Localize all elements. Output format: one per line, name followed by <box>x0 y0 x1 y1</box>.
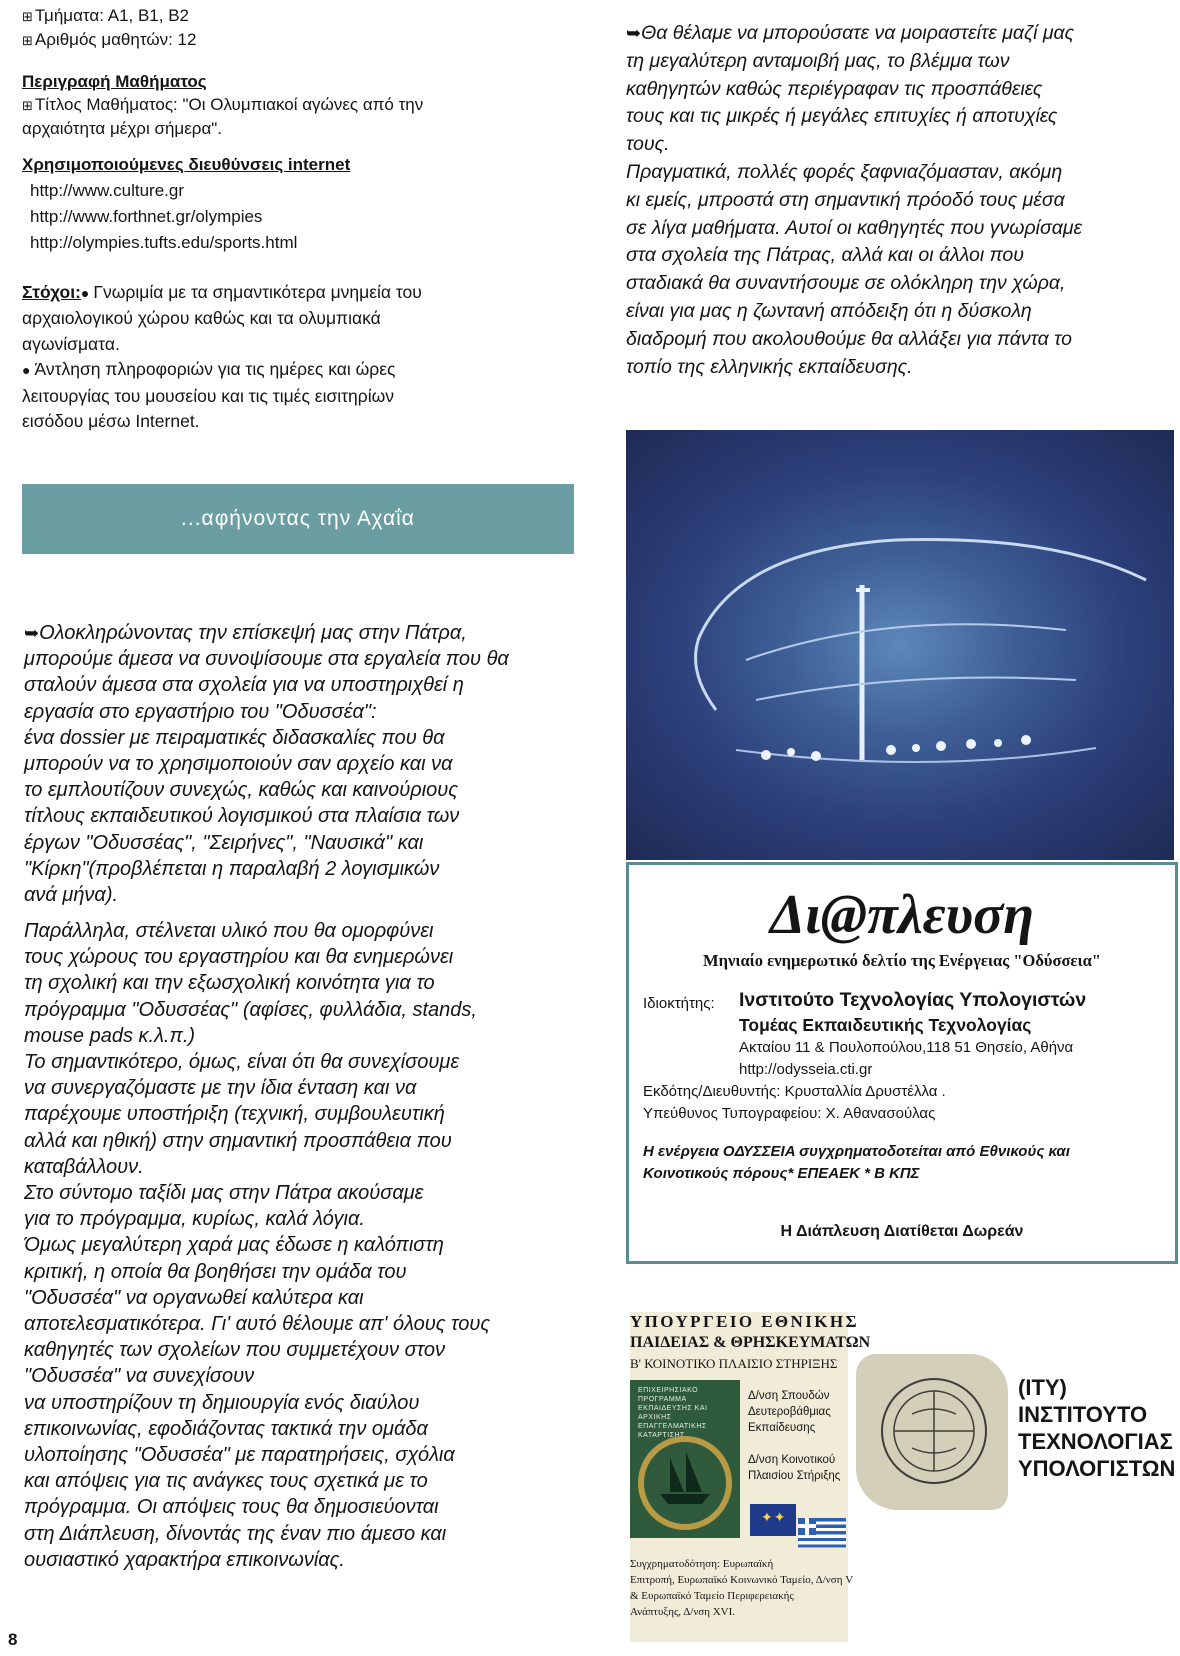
article-line: τους. <box>626 133 670 156</box>
cofund-line: Συγχρηματοδότηση: Ευρωπαϊκή <box>630 1558 774 1570</box>
newsletter-subtitle: Μηνιαίο ενημερωτικό δελτίο της Ενέργειας "Οδύσσεια" <box>703 951 1101 970</box>
article-line: Πραγματικά, πολλές φορές ξαφνιαζόμασταν, ακόμη <box>626 160 1063 183</box>
article-line: το εμπλουτίζουν συνεχώς, καθώς και καινούριους <box>24 779 459 802</box>
article-line: σταλούν άμεσα στα σχολεία για να υποστηριχθεί η <box>24 674 464 697</box>
ministry-line3: Β' ΚΟΙΝΟΤΙΚΟ ΠΛΑΙΣΙΟ ΣΤΗΡΙΞΗΣ <box>630 1356 838 1371</box>
cofund-line: Επιτροπή, Ευρωπαϊκό Κοινωνικό Ταμείο, Δ/νση V <box>630 1574 854 1586</box>
article-line: διαδρομή που ακολουθούμε θα αλλάξει για πάντα το <box>626 327 1073 350</box>
ship-drawing-icon <box>626 430 1174 860</box>
article-line: Όμως μεγαλύτερη χαρά μας έδωσε η καλόπιστη <box>24 1234 444 1257</box>
goal-line: εισόδου μέσω Internet. <box>22 411 200 432</box>
article-line: τη σχολική και την εξωσχολική κοινότητα για το <box>24 972 435 995</box>
publisher-line: Εκδότης/Διευθυντής: Κρυσταλλία Δρυστέλλα . <box>643 1083 946 1100</box>
bullet-dot-icon: ● <box>80 285 90 301</box>
owner-address: Ακταίου 11 & Πουλοπούλου,118 51 Θησείο, Αθήνα <box>739 1039 1074 1056</box>
funding-line1: Η ενέργεια ΟΔΥΣΣΕΙΑ συγχρηματοδοτείται από Εθνικούς και <box>643 1143 1070 1160</box>
url-culture[interactable]: http://www.culture.gr <box>30 181 185 200</box>
article-line: σταδιακά θα συναντήσουμε σε ολόκληρη την χώρα, <box>626 272 1066 295</box>
goal-line: αγωνίσματα. <box>22 333 120 354</box>
article-line: Παράλληλα, στέλνεται υλικό που θα ομορφύνει <box>24 920 434 942</box>
article-line: "Κίρκη"(προβλέπεται η παραλαβή 2 λογισμικών <box>24 857 440 880</box>
article-line: για το πρόγραμμα, κυρίως, καλά λόγια. <box>24 1208 365 1231</box>
article-line: Το σημαντικότερο, όμως, είναι ότι θα συνεχίσουμε <box>24 1051 460 1074</box>
article-line: έργων "Οδυσσέας", "Σειρήνες", "Ναυσικά" και <box>24 831 424 854</box>
page-number: 8 <box>8 1630 18 1649</box>
internet-links <box>22 152 350 256</box>
goal-line: λειτουργίας του μουσείου και τις τιμές εισιτηρίων <box>22 385 395 406</box>
newsletter-title: Δι@πλευση <box>769 884 1034 946</box>
article-line: αποτελεσματικότερα. Γι' αυτό θέλουμε απ' όλους τους <box>24 1313 491 1336</box>
article-line: πρόγραμμα "Οδυσσέας" (αφίσες, φυλλάδια, stands, <box>24 998 477 1021</box>
article-line: επικοινωνίας, εφοδιάζοντας τακτικά την ομάδα <box>24 1417 428 1440</box>
left-article-p1 <box>24 620 509 908</box>
program-book-cover <box>630 1380 740 1538</box>
ministry-line1: ΥΠΟΥΡΓΕΙΟ ΕΘΝΙΚΗΣ <box>630 1312 860 1331</box>
article-line: Ολοκληρώνοντας την επίσκεψή μας στην Πάτρα, <box>39 622 467 644</box>
article-line: τη μεγαλύτερη ανταμοιβή μας, το βλέμμα των <box>626 49 1010 72</box>
article-line: και απόψεις για τις ανάγκες τους σχετικά με το <box>24 1470 428 1493</box>
article-line: στη Διάπλευση, δίνοντάς της έναν πιο άμεσο και <box>24 1522 447 1545</box>
cofund-line: Ανάπτυξης, Δ/νση XVI. <box>630 1606 736 1618</box>
article-line: "Οδυσσέα" να συνεχίσουν <box>24 1365 255 1388</box>
dept-community: Δ/νση Κοινοτικού Πλαισίου Στήριξης <box>748 1454 841 1482</box>
links-heading: Χρησιμοποιούμενες διευθύνσεις internet <box>22 155 351 174</box>
bullet-square-icon: ⊞ <box>22 98 33 113</box>
goal-line: Άντληση πληροφοριών για τις ημέρες και ώρες <box>34 359 396 380</box>
article-line: να υποστηρίζουν τη δημιουργία ενός διαύλου <box>24 1391 420 1414</box>
article-line: είναι για μας η ζωντανή απόδειξη ότι η δύσκολη <box>626 299 1032 322</box>
article-line: ανά μήνα). <box>24 884 119 907</box>
article-line: σε λίγα μαθήματα. Αυτοί οι καθηγητές που γνωρίσαμε <box>626 216 1083 239</box>
article-line: καθηγητές των σχολείων που συμμετέχουν στον <box>24 1339 445 1362</box>
url-tufts[interactable]: http://olympies.tufts.edu/sports.html <box>30 233 298 252</box>
newsletter-url[interactable]: http://odysseia.cti.gr <box>739 1061 873 1078</box>
ship-artwork-image <box>626 430 1174 860</box>
article-line: παρέχουμε υποστήριξη (τεχνική, συμβουλευτική <box>24 1103 445 1126</box>
free-distribution: Η Διάπλευση Διατίθεται Δωρεάν <box>780 1223 1024 1240</box>
goal-line: αρχαιολογικού χώρου καθώς και τα ολυμπιακά <box>22 308 381 329</box>
cti-line: ΥΠΟΛΟΓΙΣΤΩΝ <box>1018 1456 1176 1481</box>
article-line: υλοποίησης "Οδυσσέα" με παρατηρήσεις, σχόλια <box>24 1444 455 1467</box>
owner-label: Ιδιοκτήτης: <box>643 995 715 1012</box>
article-line: τους και τις μικρές ή μεγάλες επιτυχίες ή αποτυχίες <box>626 105 1058 128</box>
article-line: μπορούμε άμεσα να συνοψίσουμε στα εργαλεία που θα <box>24 648 509 671</box>
owner-name: Ινστιτούτο Τεχνολογίας Υπολογιστών <box>739 989 1087 1011</box>
article-line: καταβάλλουν. <box>24 1155 144 1178</box>
bullet-square-icon: ⊞ <box>22 33 33 48</box>
article-line: αλλά και ηθική) στην σημαντική προσπάθεια που <box>24 1129 452 1152</box>
cti-seal-icon <box>872 1364 996 1498</box>
cti-line: ΤΕΧΝΟΛΟΓΙΑΣ <box>1018 1429 1173 1454</box>
bullet-square-icon: ⊞ <box>22 9 33 24</box>
arrow-bullet-icon: ➥ <box>626 23 642 43</box>
lesson-title-line1: Τίτλος Μαθήματος: "Οι Ολυμπιακοί αγώνες από την <box>34 95 424 114</box>
article-line: κριτική, η οποία θα βοηθήσει την ομάδα του <box>24 1260 407 1283</box>
article-line: τοπίο της ελληνικής εκπαίδευσης. <box>626 355 913 378</box>
article-line: τίτλους εκπαιδευτικού λογισμικού στα πλαίσια των <box>24 805 460 828</box>
sailing-ship-icon <box>630 1428 740 1538</box>
class-info <box>22 4 196 52</box>
cti-abbr: (ΙΤΥ) <box>1018 1375 1067 1400</box>
left-article-p2 <box>24 918 490 1573</box>
cti-name <box>1018 1374 1175 1482</box>
cofund-line: & Ευρωπαϊκό Ταμείο Περιφερειακής <box>630 1590 794 1602</box>
students-line: Αριθμός μαθητών: 12 <box>34 30 197 49</box>
owner-sector: Τομέας Εκπαιδευτικής Τεχνολογίας <box>739 1015 1032 1035</box>
banner-text: ...αφήνοντας την Αχαΐα <box>181 507 415 530</box>
article-line: εργασία στο εργαστήριο του "Οδυσσέα": <box>24 700 377 723</box>
lesson-description <box>22 70 423 140</box>
dept-secondary: Δ/νση Σπουδών Δευτεροβάθμιας Εκπαίδευσης <box>748 1390 831 1434</box>
goals-label: Στόχοι: <box>22 282 81 302</box>
arrow-bullet-icon: ➥ <box>24 623 40 643</box>
lesson-title-line2: αρχαιότητα μέχρι σήμερα". <box>22 119 223 138</box>
article-line: να συνεργαζόμαστε με την ίδια ένταση και να <box>24 1077 417 1100</box>
greek-flag-icon <box>798 1518 846 1548</box>
article-line: mouse pads κ.λ.π.) <box>24 1024 196 1047</box>
article-line: "Οδυσσέα" να οργανωθεί καλύτερα και <box>24 1286 364 1309</box>
article-line: μπορούν να το χρησιμοποιούν σαν αρχείο και να <box>24 753 453 776</box>
newsletter-info-box <box>626 862 1178 1264</box>
cti-line: ΙΝΣΤΙΤΟΥΤΟ <box>1018 1402 1148 1427</box>
goal-line: Γνωριμία με τα σημαντικότερα μνημεία του <box>93 282 422 302</box>
article-line: Στο σύντομο ταξίδι μας στην Πάτρα ακούσαμε <box>24 1182 424 1205</box>
funding-line2: Κοινοτικούς πόρους* ΕΠΕΑΕΚ * Β ΚΠΣ <box>643 1165 920 1182</box>
goals <box>22 280 422 434</box>
article-line: ουσιαστικό χαρακτήρα επικοινωνίας. <box>24 1548 345 1571</box>
book-text: ΕΠΙΧΕΙΡΗΣΙΑΚΟ ΠΡΟΓΡΑΜΜΑ ΕΚΠΑΙΔΕΥΣΗΣ ΚΑΙ ΑΡΧΙΚΗΣ ΕΠΑΓΓΕΛΜΑΤΙΚΗΣ ΚΑΤΑΡΤΙΣΗΣ <box>638 1387 708 1439</box>
article-line: ένα dossier με πειραματικές διδασκαλίες που θα <box>24 726 445 749</box>
article-line: τους χώρους του εργαστηρίου και θα ενημερώνει <box>24 946 454 969</box>
eu-flag-icon: ✦✦ <box>750 1504 796 1536</box>
article-line: πρόγραμμα. Οι απόψεις τους θα δημοσιεύονται <box>24 1496 439 1519</box>
article-line: Θα θέλαμε να μπορούσατε να μοιραστείτε μαζί μας <box>641 22 1075 44</box>
right-article <box>626 20 1082 381</box>
print-manager-line: Υπεύθυνος Τυπογραφείου: Χ. Αθανασούλας <box>643 1105 936 1122</box>
cofunding-note <box>630 1556 853 1620</box>
description-heading: Περιγραφή Μαθήματος <box>22 72 207 91</box>
url-forthnet[interactable]: http://www.forthnet.gr/olympies <box>30 207 263 226</box>
article-line: καθηγητών καθώς περιέγραφαν τις προσπάθειες <box>626 77 1043 100</box>
section-banner <box>22 484 574 554</box>
classes-line: Τμήματα: Α1, Β1, Β2 <box>34 6 190 25</box>
ministry-line2: ΠΑΙΔΕΙΑΣ & ΘΡΗΣΚΕΥΜΑΤΩΝ <box>630 1334 871 1351</box>
bullet-dot-icon: ● <box>22 362 31 379</box>
article-line: στα σχολεία της Πάτρας, αλλά και οι άλλοι που <box>626 244 1024 267</box>
article-line: κι εμείς, μπροστά στη σημαντική πρόοδό τους μέσα <box>626 188 1065 211</box>
